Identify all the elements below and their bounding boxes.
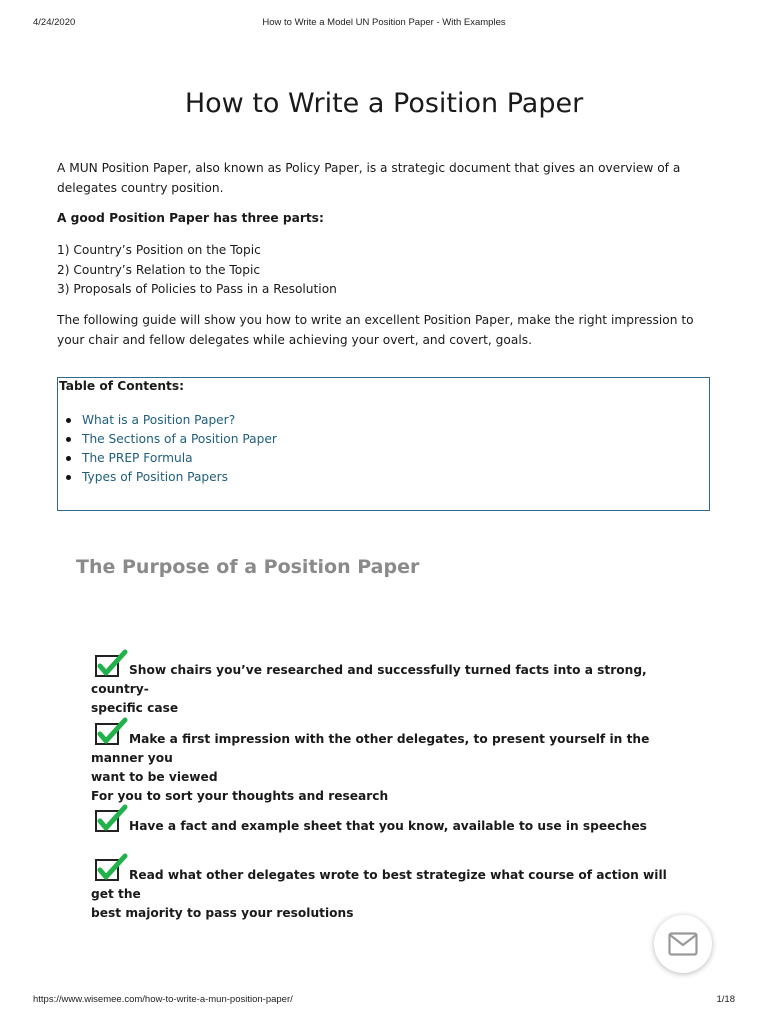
toc-link-sections[interactable]: The Sections of a Position Paper: [58, 430, 277, 449]
intro-paragraph: A MUN Position Paper, also known as Policy Paper, is a strategic document that gives an overview of a delegates country position.: [57, 161, 681, 195]
mail-icon: [668, 932, 698, 956]
toc-heading: Table of Contents:: [59, 379, 185, 393]
table-of-contents: [57, 377, 710, 511]
bullet-icon: [66, 437, 71, 442]
print-url: https://www.wisemee.com/how-to-write-a-mun-position-paper/: [33, 994, 293, 1005]
part-item: 2) Country’s Relation to the Topic: [57, 262, 261, 277]
bullet-icon: [66, 475, 71, 480]
bullet-icon: [66, 456, 71, 461]
part-item: 1) Country’s Position on the Topic: [57, 243, 261, 257]
parts-heading: A good Position Paper has three parts:: [57, 211, 324, 225]
contact-button[interactable]: [654, 915, 712, 973]
toc-link-what-is[interactable]: What is a Position Paper?: [58, 411, 277, 430]
purpose-item: Read what other delegates wrote to best strategize what course of action will get the best majority to pass your resolutions: [91, 868, 667, 920]
print-date: 4/24/2020: [33, 17, 76, 28]
purpose-heading: The Purpose of a Position Paper: [76, 556, 420, 578]
toc-link-types[interactable]: Types of Position Papers: [58, 468, 277, 487]
page-number: 1/18: [716, 994, 735, 1005]
purpose-item: Make a first impression with the other delegates, to present yourself in the manner you want to be viewed For you to sort your thoughts and research: [91, 732, 650, 803]
toc-link-prep[interactable]: The PREP Formula: [58, 449, 277, 468]
bullet-icon: [66, 418, 71, 423]
print-doc-title: How to Write a Model UN Position Paper - With Examples: [262, 17, 506, 28]
parts-list: [57, 241, 717, 300]
toc-list: [58, 411, 277, 487]
page-title: How to Write a Position Paper: [184, 88, 584, 119]
guide-paragraph: The following guide will show you how to write an excellent Position Paper, make the right impression to your chair and fellow delegates while achieving your overt, and covert, goals.: [57, 313, 694, 347]
purpose-item: Show chairs you’ve researched and successfully turned facts into a strong, country- specific case: [91, 663, 647, 715]
purpose-item: Have a fact and example sheet that you know, available to use in speeches: [129, 819, 647, 833]
part-item: 3) Proposals of Policies to Pass in a Resolution: [57, 282, 337, 296]
